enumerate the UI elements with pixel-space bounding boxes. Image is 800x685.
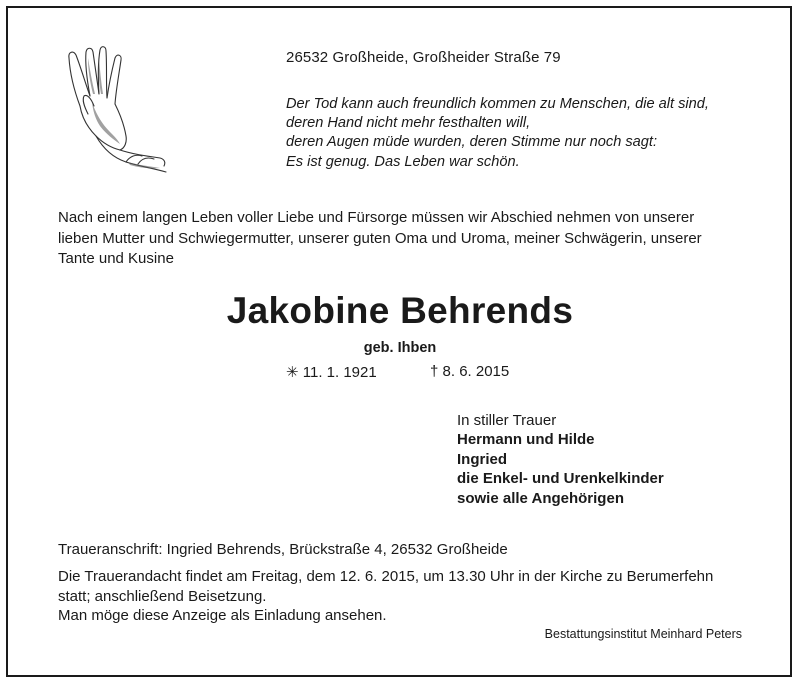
- header-address: 26532 Großheide, Großheider Straße 79: [286, 49, 561, 66]
- mourners: [457, 411, 664, 508]
- mourners-heading: In stiller Trauer: [457, 412, 557, 429]
- mourner-name: die Enkel- und Urenkelkinder: [457, 470, 664, 488]
- funeral-home: Bestattungsinstitut Meinhard Peters: [544, 627, 742, 641]
- birth-date-value: 11. 1. 1921: [302, 364, 377, 381]
- death-date: [430, 363, 509, 380]
- poem: [286, 95, 709, 172]
- poem-line: Es ist genug. Das Leben war schön.: [286, 153, 520, 170]
- mourner-name: Hermann und Hilde: [457, 431, 595, 449]
- maiden-name: geb. Ihben: [363, 340, 437, 356]
- mourning-address: Traueranschrift: Ingried Behrends, Brückstraße 4, 26532 Großheide: [58, 541, 508, 558]
- intro-line: Tante und Kusine: [58, 250, 174, 267]
- intro-line: Nach einem langen Leben voller Liebe und Fürsorge müssen wir Abschied nehmen von unserer: [58, 209, 695, 226]
- poem-line: deren Hand nicht mehr festhalten will,: [286, 115, 531, 132]
- ceremony-line: statt; anschließend Beisetzung.: [58, 587, 267, 605]
- ceremony-line: Man möge diese Anzeige als Einladung ansehen.: [58, 607, 387, 624]
- birth-date: [286, 363, 377, 381]
- poem-line: Der Tod kann auch freundlich kommen zu Menschen, die alt sind,: [286, 96, 709, 112]
- ceremony-info: [58, 567, 778, 626]
- mourner-name: sowie alle Angehörigen: [457, 489, 624, 507]
- birth-symbol-icon: ✳: [286, 364, 299, 381]
- poem-line: deren Augen müde wurden, deren Stimme nur noch sagt:: [286, 134, 658, 151]
- cross-icon: †: [430, 363, 439, 380]
- praying-hands-icon: [52, 44, 176, 176]
- death-date-value: 8. 6. 2015: [442, 363, 510, 380]
- ceremony-line: Die Trauerandacht findet am Freitag, dem 12. 6. 2015, um 13.30 Uhr in der Kirche zu Berumerfehn: [58, 568, 714, 585]
- mourner-name: Ingried: [457, 450, 508, 468]
- intro-text: [58, 208, 758, 270]
- deceased-name: Jakobine Behrends: [226, 290, 574, 331]
- intro-line: lieben Mutter und Schwiegermutter, unserer guten Oma und Uroma, meiner Schwägerin, unserer: [58, 229, 702, 247]
